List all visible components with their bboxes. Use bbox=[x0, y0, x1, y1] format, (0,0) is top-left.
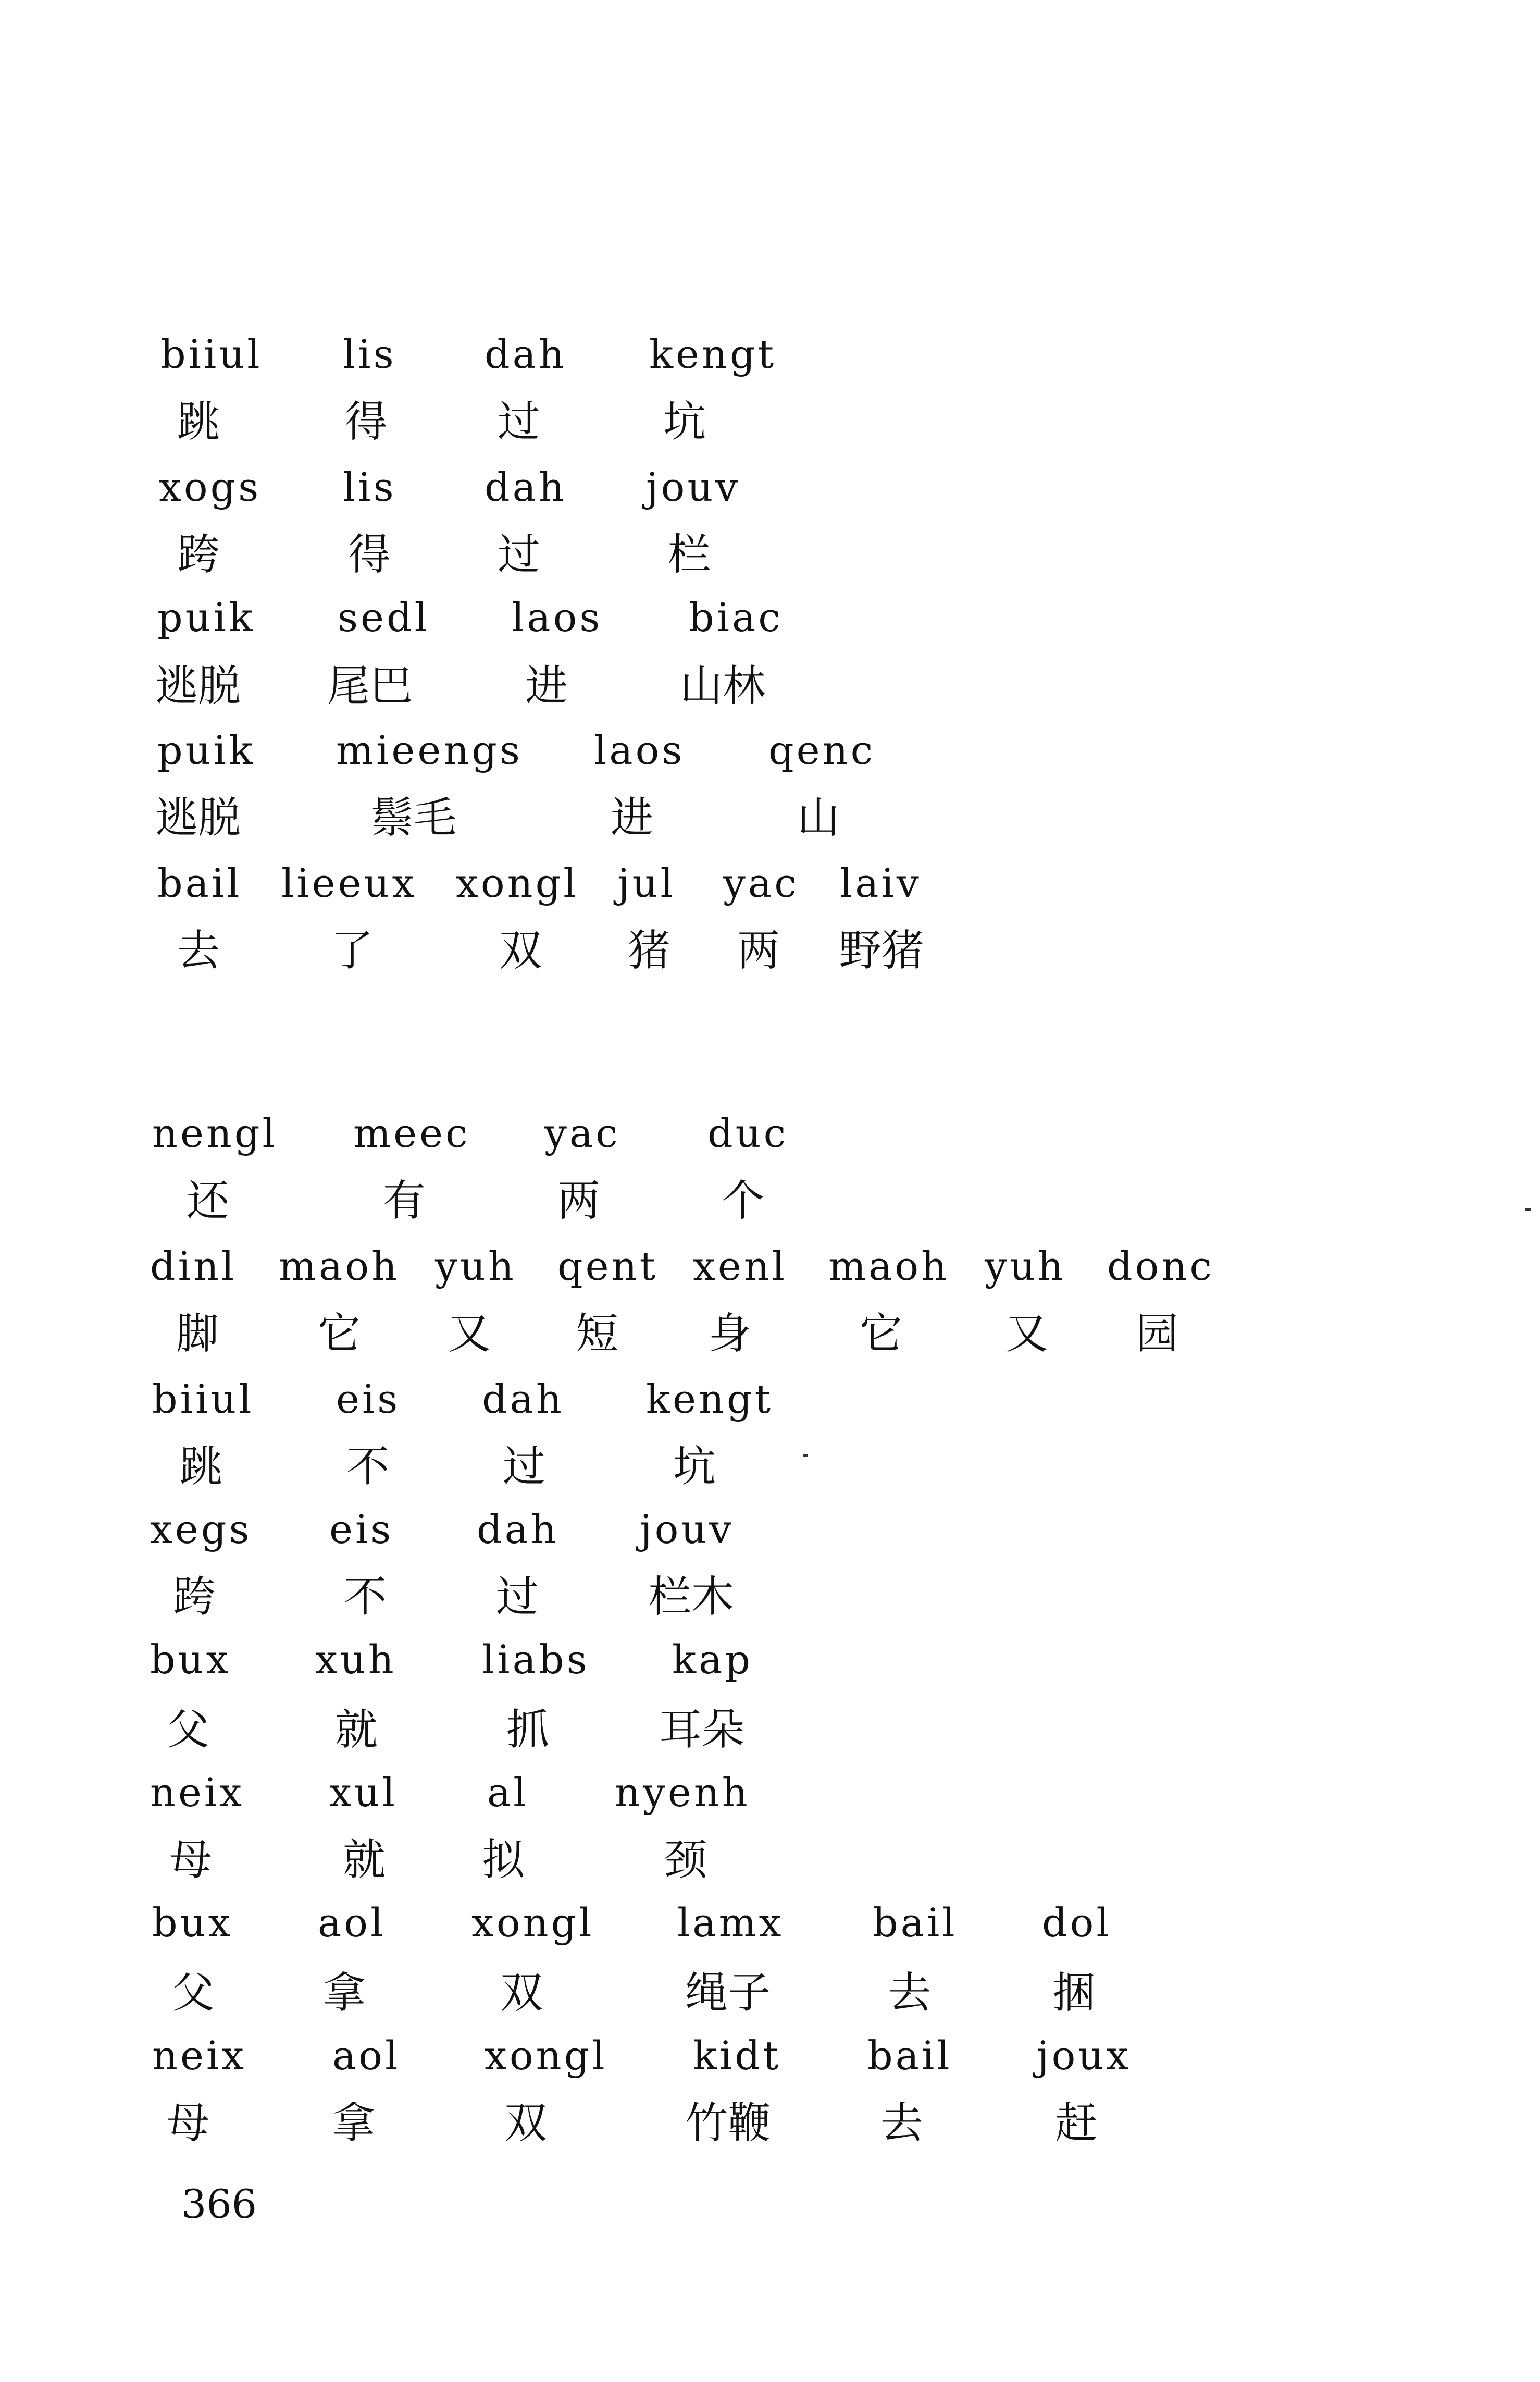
romanized-word: aol bbox=[318, 1899, 386, 1946]
gloss-word: 赶 bbox=[1055, 2099, 1098, 2148]
gloss-word: 跨 bbox=[177, 530, 220, 579]
gloss-line bbox=[0, 1173, 1540, 1230]
romanized-line bbox=[0, 1501, 1540, 1558]
gloss-word: 拟 bbox=[482, 1835, 525, 1885]
romanized-line bbox=[0, 1764, 1540, 1821]
scan-speck bbox=[803, 1454, 808, 1457]
romanized-line bbox=[0, 1371, 1540, 1428]
gloss-word: 进 bbox=[611, 793, 654, 843]
romanized-word: lis bbox=[343, 331, 396, 377]
gloss-word: 过 bbox=[498, 530, 541, 579]
romanized-word: biiul bbox=[152, 1376, 254, 1422]
romanized-word: bail bbox=[157, 860, 242, 906]
romanized-word: xongl bbox=[471, 1899, 594, 1946]
romanized-word: eis bbox=[329, 1506, 394, 1552]
romanized-word: kengt bbox=[646, 1376, 774, 1422]
romanized-word: biiul bbox=[160, 331, 263, 377]
romanized-line bbox=[0, 1105, 1540, 1162]
romanized-word: laiv bbox=[840, 860, 922, 906]
gloss-word: 耳朵 bbox=[659, 1705, 745, 1755]
gloss-line bbox=[0, 526, 1540, 584]
gloss-word: 栏木 bbox=[649, 1572, 735, 1622]
romanized-line bbox=[0, 1894, 1540, 1952]
gloss-word: 了 bbox=[331, 926, 374, 976]
gloss-word: 母 bbox=[169, 1835, 213, 1885]
romanized-word: dol bbox=[1042, 1899, 1112, 1946]
gloss-word: 还 bbox=[187, 1176, 230, 1226]
romanized-word: xul bbox=[329, 1769, 398, 1816]
romanized-word: sedl bbox=[338, 594, 430, 640]
romanized-line bbox=[0, 1631, 1540, 1688]
romanized-word: nyenh bbox=[615, 1769, 750, 1816]
gloss-line bbox=[0, 1569, 1540, 1626]
gloss-word: 鬃毛 bbox=[371, 793, 457, 843]
romanized-word: lamx bbox=[677, 1899, 784, 1946]
romanized-word: xongl bbox=[485, 2032, 607, 2079]
romanized-word: biac bbox=[689, 594, 783, 640]
gloss-line bbox=[0, 922, 1540, 980]
romanized-word: eis bbox=[336, 1376, 401, 1422]
romanized-word: maoh bbox=[279, 1243, 400, 1289]
romanized-word: dah bbox=[485, 331, 567, 377]
gloss-word: 跳 bbox=[180, 1442, 223, 1491]
gloss-word: 得 bbox=[345, 397, 388, 447]
gloss-word: 绳子 bbox=[685, 1968, 771, 2018]
romanized-word: xuh bbox=[315, 1636, 396, 1683]
romanized-word: neix bbox=[152, 2032, 247, 2079]
romanized-word: bux bbox=[152, 1899, 233, 1946]
romanized-word: kengt bbox=[649, 331, 777, 377]
romanized-word: yuh bbox=[985, 1243, 1066, 1289]
gloss-word: 进 bbox=[525, 661, 568, 711]
gloss-word: 就 bbox=[335, 1705, 378, 1755]
romanized-word: yuh bbox=[435, 1243, 516, 1289]
gloss-word: 过 bbox=[503, 1442, 546, 1491]
romanized-word: qent bbox=[557, 1243, 659, 1289]
romanized-line bbox=[0, 722, 1540, 779]
gloss-word: 猪 bbox=[628, 926, 671, 976]
gloss-word: 短 bbox=[576, 1309, 619, 1359]
romanized-word: liabs bbox=[482, 1636, 590, 1683]
gloss-word: 竹鞭 bbox=[685, 2099, 771, 2148]
gloss-word: 野猪 bbox=[839, 926, 925, 976]
romanized-word: kidt bbox=[693, 2032, 781, 2079]
romanized-word: bail bbox=[867, 2032, 952, 2079]
romanized-word: al bbox=[487, 1769, 529, 1816]
gloss-line bbox=[0, 1701, 1540, 1759]
romanized-word: dah bbox=[477, 1506, 559, 1552]
gloss-word: 个 bbox=[722, 1176, 765, 1226]
romanized-word: bux bbox=[150, 1636, 231, 1683]
romanized-word: nengl bbox=[152, 1110, 278, 1156]
gloss-word: 去 bbox=[880, 2099, 924, 2148]
romanized-word: bail bbox=[873, 1899, 958, 1946]
gloss-word: 它 bbox=[860, 1309, 903, 1359]
gloss-word: 母 bbox=[167, 2099, 210, 2148]
romanized-word: puik bbox=[157, 594, 255, 640]
gloss-word: 尾巴 bbox=[327, 661, 413, 711]
gloss-word: 又 bbox=[1005, 1309, 1049, 1359]
romanized-line bbox=[0, 1238, 1540, 1295]
gloss-word: 跳 bbox=[177, 397, 220, 447]
romanized-word: dah bbox=[482, 1376, 564, 1422]
romanized-word: jul bbox=[617, 860, 676, 906]
romanized-word: mieengs bbox=[336, 727, 523, 773]
romanized-word: dah bbox=[485, 464, 567, 510]
romanized-word: maoh bbox=[828, 1243, 950, 1289]
gloss-word: 两 bbox=[737, 926, 780, 976]
romanized-line bbox=[0, 2027, 1540, 2084]
romanized-word: neix bbox=[150, 1769, 245, 1816]
romanized-word: laos bbox=[512, 594, 603, 640]
romanized-line bbox=[0, 459, 1540, 516]
gloss-word: 不 bbox=[344, 1572, 387, 1622]
gloss-word: 拿 bbox=[323, 1968, 366, 2018]
gloss-line bbox=[0, 1305, 1540, 1363]
gloss-word: 去 bbox=[177, 926, 220, 976]
gloss-word: 父 bbox=[167, 1705, 210, 1755]
gloss-word: 坑 bbox=[663, 397, 706, 447]
gloss-word: 又 bbox=[448, 1309, 491, 1359]
romanized-word: xenl bbox=[693, 1243, 788, 1289]
page-number: 366 bbox=[181, 2181, 257, 2227]
gloss-word: 逃脱 bbox=[155, 661, 241, 711]
romanized-line bbox=[0, 589, 1540, 646]
gloss-word: 去 bbox=[888, 1968, 932, 2018]
gloss-word: 脚 bbox=[176, 1309, 219, 1359]
gloss-word: 就 bbox=[343, 1835, 386, 1885]
gloss-word: 跨 bbox=[173, 1572, 216, 1622]
romanized-word: dinl bbox=[150, 1243, 237, 1289]
romanized-word: lis bbox=[343, 464, 396, 510]
romanized-word: lieeux bbox=[281, 860, 417, 906]
gloss-line bbox=[0, 1965, 1540, 2022]
gloss-word: 颈 bbox=[664, 1835, 707, 1885]
gloss-word: 两 bbox=[557, 1176, 601, 1226]
gloss-word: 得 bbox=[348, 530, 391, 579]
gloss-line bbox=[0, 2095, 1540, 2152]
gloss-word: 过 bbox=[496, 1572, 539, 1622]
gloss-word: 栏 bbox=[668, 530, 711, 579]
romanized-word: donc bbox=[1107, 1243, 1214, 1289]
gloss-word: 过 bbox=[498, 397, 541, 447]
gloss-line bbox=[0, 658, 1540, 715]
gloss-line bbox=[0, 789, 1540, 847]
romanized-word: qenc bbox=[768, 727, 876, 773]
romanized-word: xongl bbox=[456, 860, 579, 906]
gloss-word: 园 bbox=[1136, 1309, 1179, 1359]
romanized-word: aol bbox=[332, 2032, 401, 2079]
romanized-word: joux bbox=[1037, 2032, 1132, 2079]
gloss-line bbox=[0, 393, 1540, 451]
romanized-word: duc bbox=[707, 1110, 789, 1156]
gloss-word: 双 bbox=[500, 1968, 543, 2018]
gloss-word: 有 bbox=[383, 1176, 426, 1226]
romanized-word: xegs bbox=[150, 1506, 252, 1552]
gloss-word: 山林 bbox=[680, 661, 766, 711]
gloss-line bbox=[0, 1438, 1540, 1496]
gloss-word: 抓 bbox=[506, 1705, 550, 1755]
gloss-word: 捆 bbox=[1052, 1968, 1096, 2018]
romanized-word: jouv bbox=[640, 1506, 735, 1552]
gloss-word: 坑 bbox=[673, 1442, 716, 1491]
romanized-line bbox=[0, 855, 1540, 912]
romanized-word: puik bbox=[157, 727, 255, 773]
gloss-word: 山 bbox=[797, 793, 840, 843]
romanized-word: kap bbox=[672, 1636, 753, 1683]
romanized-word: yac bbox=[544, 1110, 620, 1156]
gloss-word: 拿 bbox=[332, 2099, 376, 2148]
romanized-word: laos bbox=[594, 727, 685, 773]
romanized-word: yac bbox=[723, 860, 799, 906]
gloss-word: 身 bbox=[709, 1309, 752, 1359]
romanized-line bbox=[0, 326, 1540, 383]
gloss-word: 双 bbox=[499, 926, 542, 976]
gloss-word: 它 bbox=[318, 1309, 361, 1359]
gloss-word: 逃脱 bbox=[155, 793, 241, 843]
gloss-line bbox=[0, 1832, 1540, 1889]
gloss-word: 父 bbox=[172, 1968, 215, 2018]
scan-speck bbox=[1525, 1208, 1531, 1211]
gloss-word: 不 bbox=[346, 1442, 390, 1491]
gloss-word: 双 bbox=[504, 2099, 548, 2148]
romanized-word: jouv bbox=[646, 464, 741, 510]
romanized-word: xogs bbox=[159, 464, 262, 510]
romanized-word: meec bbox=[353, 1110, 470, 1156]
